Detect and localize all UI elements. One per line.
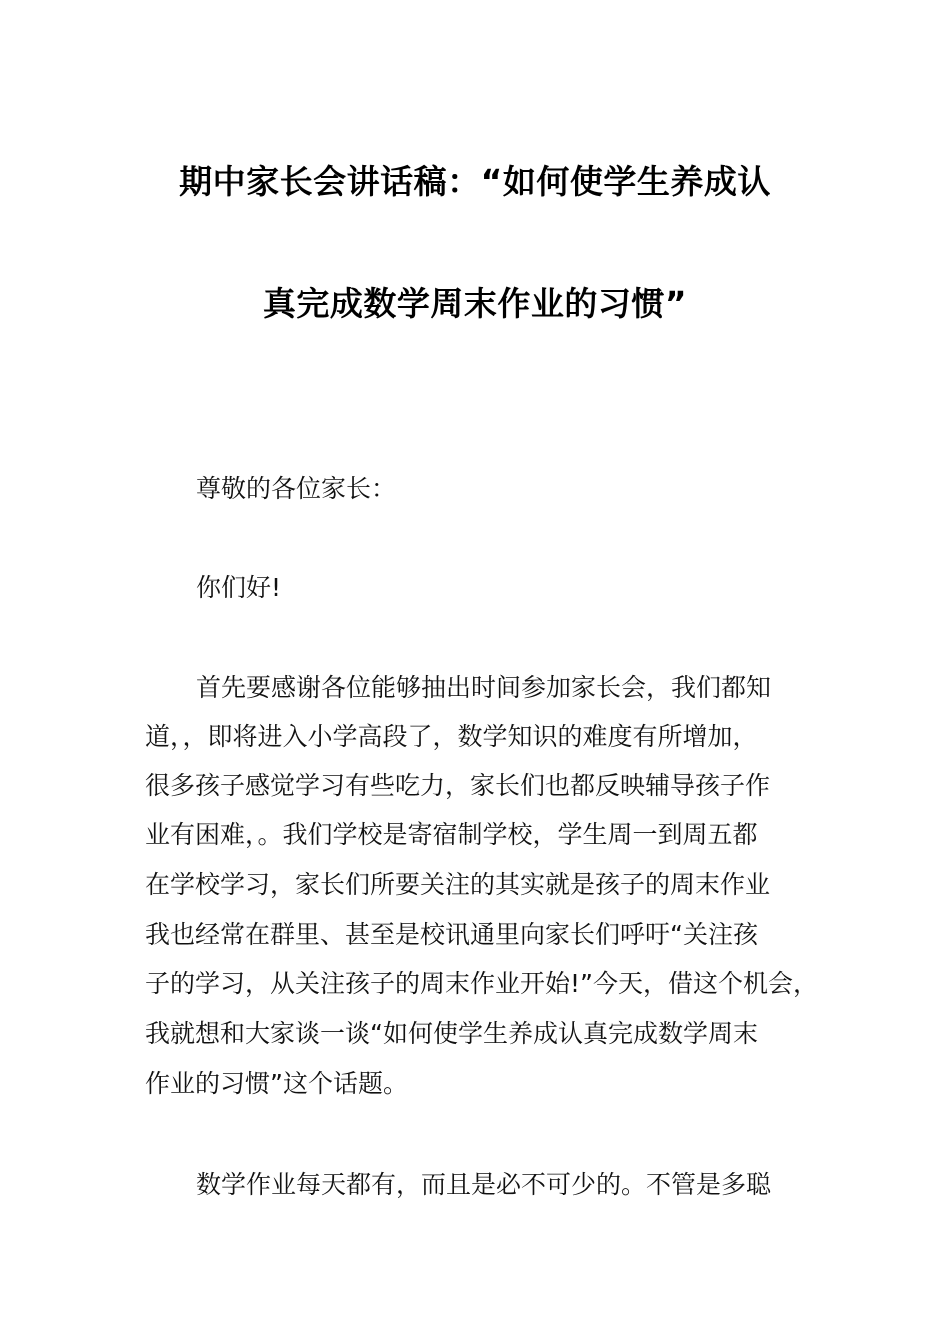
- paragraph-1-line: 首先要感谢各位能够抽出时间参加家长会，我们都知: [196, 673, 772, 702]
- paragraph-1-line: 作业的习惯”这个话题。: [145, 1069, 408, 1098]
- paragraph-2-line: 数学作业每天都有，而且是必不可少的。不管是多聪: [196, 1170, 772, 1199]
- paragraph-1-line: 业有困难，。我们学校是寄宿制学校，学生周一到周五都: [145, 820, 758, 849]
- paragraph-1-line: 子的学习，从关注孩子的周末作业开始!”今天，借这个机会，: [145, 969, 818, 998]
- greeting: 你们好!: [196, 573, 282, 602]
- paragraph-1-line: 道，，即将进入小学高段了，数学知识的难度有所增加，: [145, 722, 758, 751]
- salutation: 尊敬的各位家长：: [196, 474, 397, 503]
- paragraph-1-line: 在学校学习，家长们所要关注的其实就是孩子的周末作业: [145, 870, 771, 899]
- document-title-line-2: 真完成数学周末作业的习惯”: [262, 284, 688, 323]
- document-title-line-1: 期中家长会讲话稿：“如何使学生养成认: [179, 162, 771, 201]
- paragraph-1-line: 我也经常在群里、甚至是校讯通里向家长们呼吁“关注孩: [145, 920, 758, 949]
- paragraph-1-line: 我就想和大家谈一谈“如何使学生养成认真完成数学周末: [145, 1019, 758, 1048]
- paragraph-1-line: 很多孩子感觉学习有些吃力，家长们也都反映辅导孩子作: [145, 771, 771, 800]
